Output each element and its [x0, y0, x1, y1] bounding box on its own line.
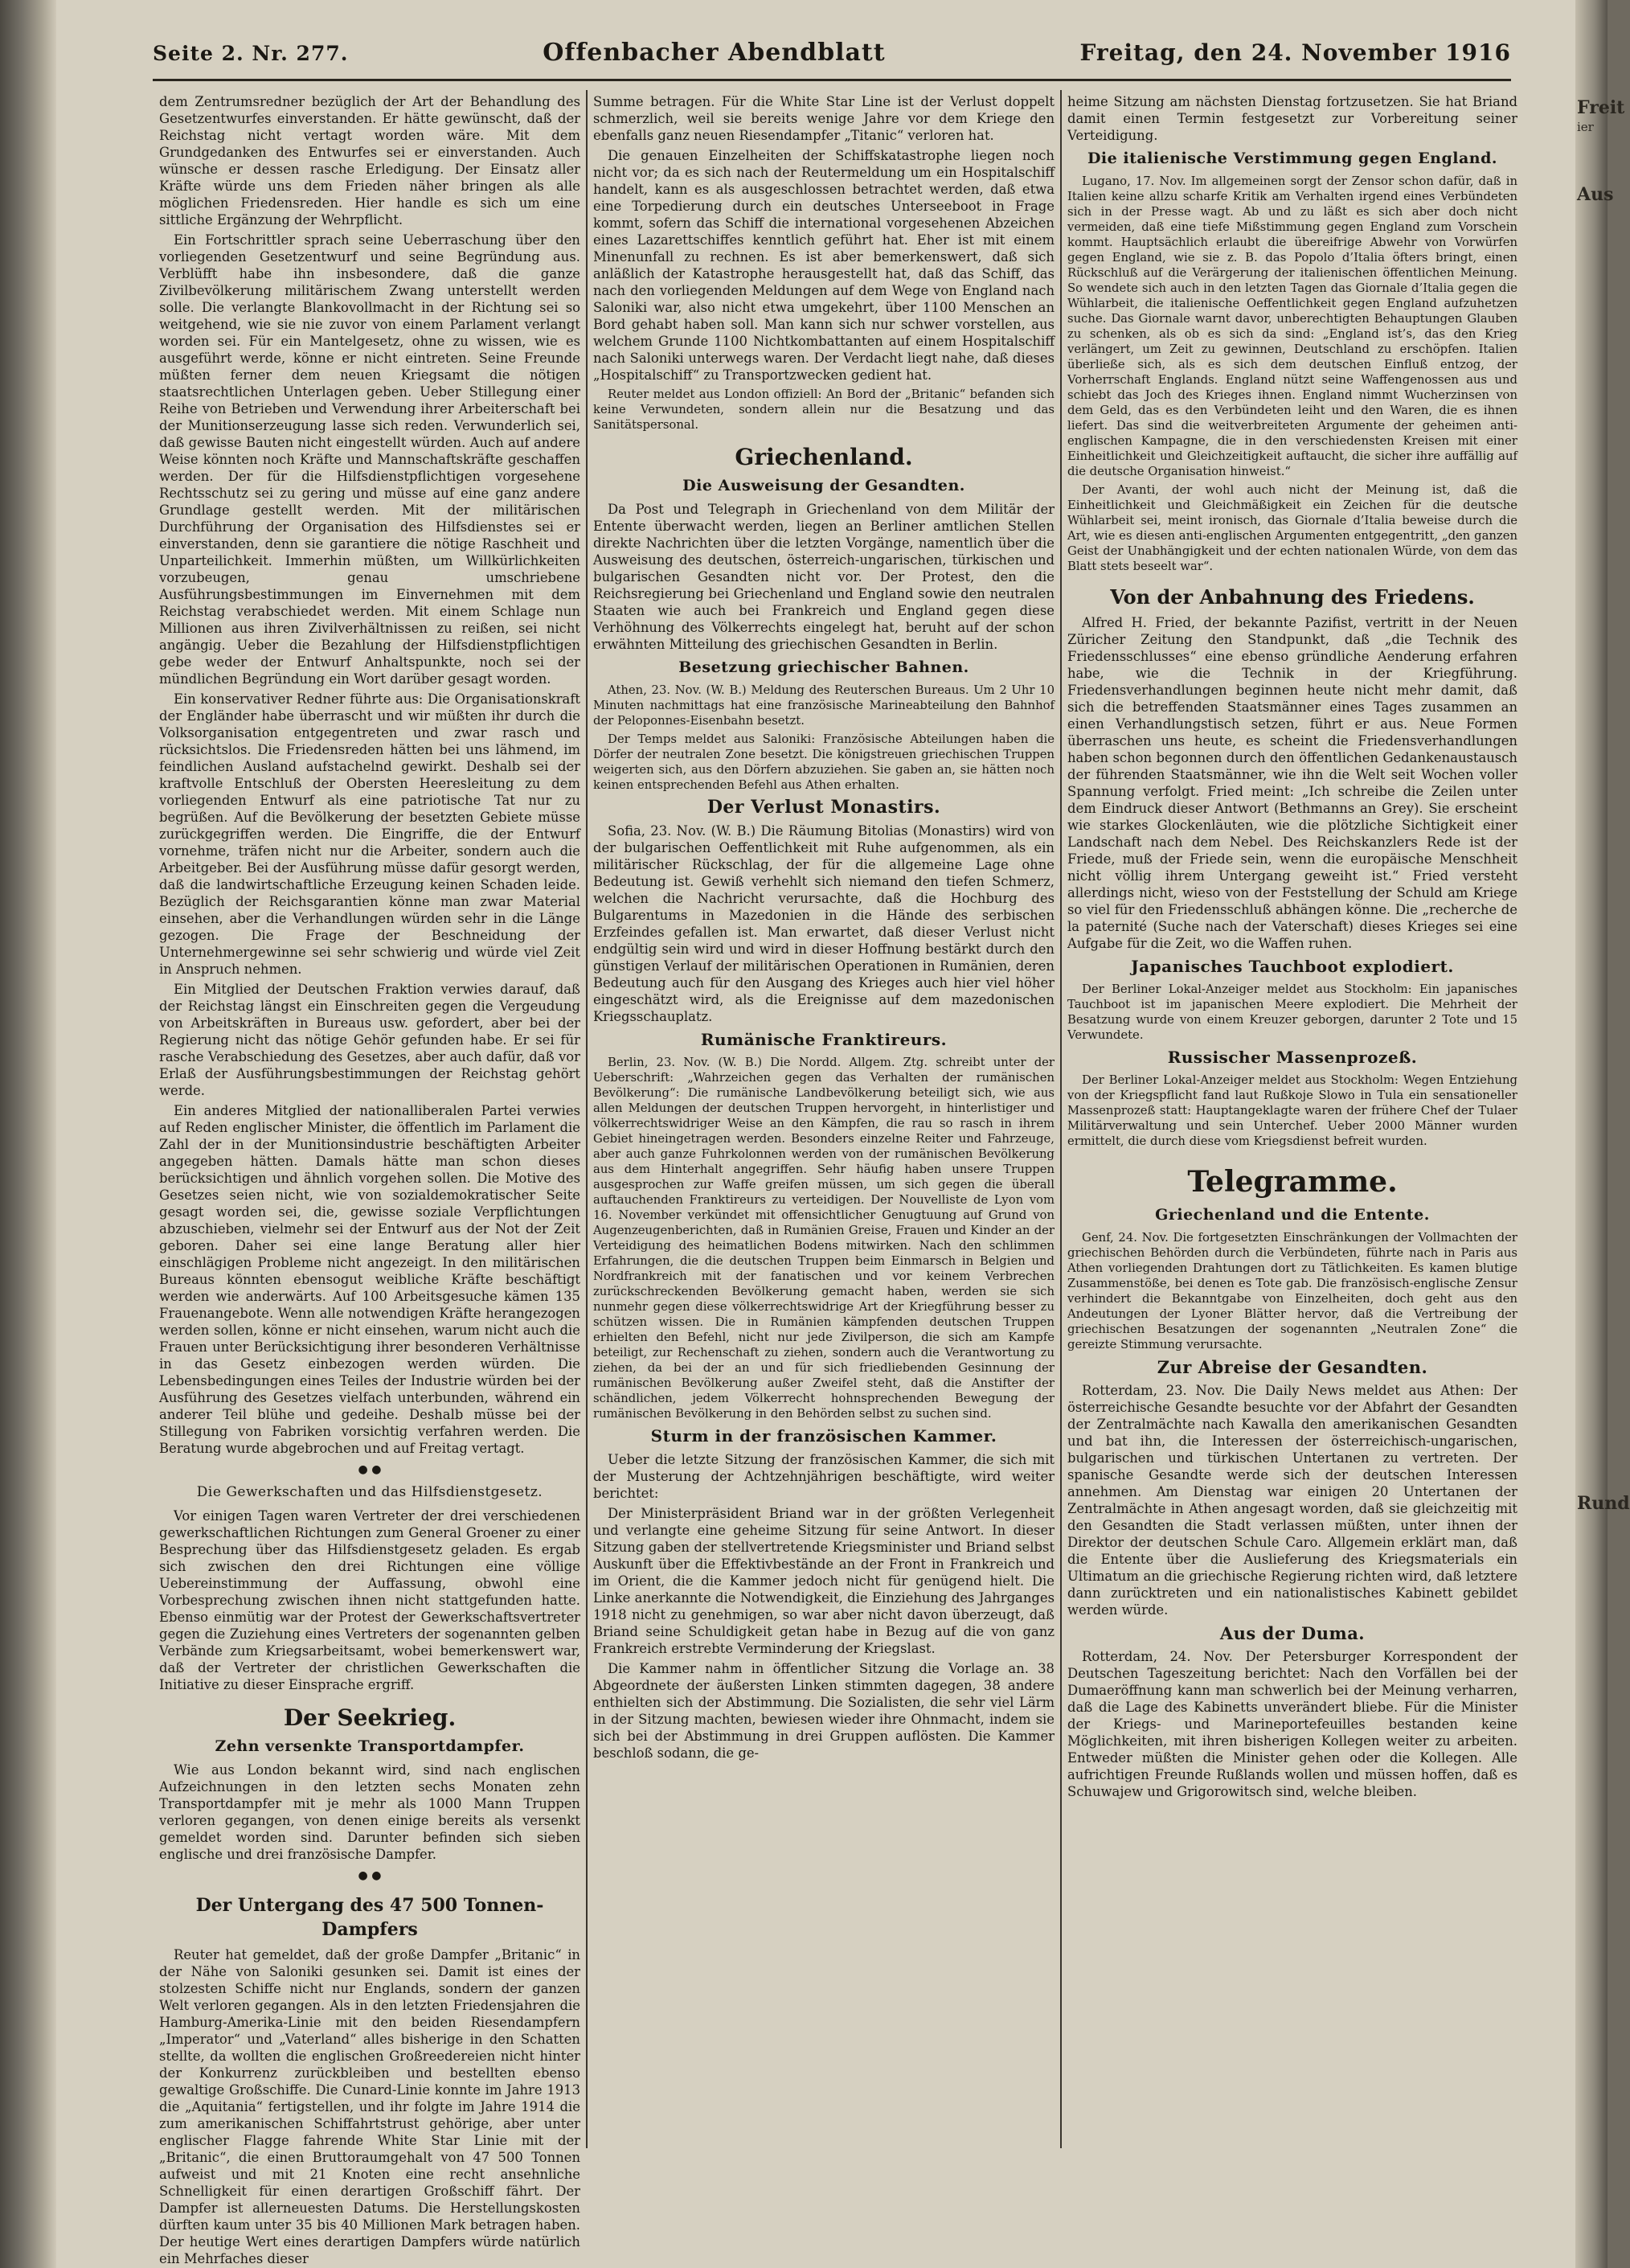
article-paragraph: Ein Fortschrittler sprach seine Ueberraschung über den vorliegenden Gesetzentwurf und seine Begründung aus. Verblüfft habe ihn insbesondere, daß die ganze Zivilbevölkerung militärischem Zwang unterstellt werden solle. Die verlangte Blankovollmacht in der Richtung sei so weitgehend, wie sie nie zuvor von einem Parlament verlangt worden sei. Für ein Mantelgesetz, ohne zu wissen, wie es ausgeführt werde, könne er nicht eintreten. Seine Freunde müßten ferner dem neuen Kriegsamt die nötigen staatsrechtlichen Unterlagen geben. Ueber Stillegung einer Reihe von Betrieben und Verwendung ihrer Arbeiterschaft bei der Munitionserzeugung lasse sich reden. Verwunderlich sei, daß gewisse Bauten nicht eingestellt würden. Auch auf andere Weise könnten noch Kräfte und Mannschaftskräfte geschaffen werden. Der für die Hilfsdienstpflichtigen vorgesehene Rechtsschutz sei zu gering und müsse auf eine ganz andere Grundlage gestellt werden. Mit der militärischen Durchführung der Organisation des Hilfsdienstes sei er einverstanden, denn sie garantiere die nötige Raschheit und Unparteilichkeit. Immerhin müßten, um Willkürlichkeiten vorzubeugen, genau umschriebene Ausführungsbestimmungen im Einvernehmen mit dem Reichstag verabschiedet werden. Mit einem Schlage nun Millionen aus ihren Zivilverhältnissen zu reißen, sei nicht angängig. Ueber die Bezahlung der Hilfsdienstpflichtigen gebe weder der Entwurf Anhaltspunkte, noch sei der mündlichen Begründung ein Wort darüber gesagt worden. [159, 232, 580, 687]
article-paragraph: Ein anderes Mitglied der nationalliberalen Partei verwies auf Reden englischer Minister, die öffentlich im Parlament die Zahl der in der Munitionsindustrie beschäftigten Arbeiter angegeben hätten. Damals hätte man schon dieses berücksichtigen und ähnlich vorgehen sollen. Die Motive des Gesetzes seien nicht, wie von sozialdemokratischer Seite gesagt worden sei, die, gewisse soziale Verpflichtungen abzuschieben, vielmehr sei der Entwurf aus der Not der Zeit geboren. Daher sei eine lange Beratung aller hier einschlägigen Probleme nicht angezeigt. In den militärischen Bureaus könnten ebensogut weibliche Kräfte beschäftigt werden wie anderwärts. Auf 100 Arbeitsgesuche kämen 135 Frauenangebote. Wenn alle notwendigen Kräfte herangezogen werden sollen, könne er nicht einsehen, warum nicht auch die Frauen unter Berücksichtigung ihrer besonderen Verhältnisse in das Gesetz einbezogen werden würden. Die Lebensbedingungen eines Teiles der Industrie würden bei der Ausführung des Gesetzes vielfach unterbunden, während ein anderer Teil blühe und gedeihe. Deshalb müsse bei der Stillegung von Fabriken vorsichtig verfahren werden. Die Beratung wurde abgebrochen und auf Freitag vertagt. [159, 1103, 580, 1456]
section-divider: ● ● [358, 1869, 382, 1882]
section-headline: Telegramme. [1187, 1165, 1398, 1199]
article-paragraph: Rotterdam, 24. Nov. Der Petersburger Korrespondent der Deutschen Tageszeitung berichtet: Nach den Vorfällen bei der Dumaeröffnung kann man schwerlich bei der Meinung verharren, daß die Lage des Kabinetts unverändert bliebe. Für die Minister der Kriegs- und Marineportefeuilles bestanden keine Möglichkeiten, mit ihren bisherigen Kollegen weiter zu arbeiten. Entweder müßten die Minister gehen oder die Kollegen. Alle aufrichtigen Freunde Rußlands wollen und müssen hoffen, daß es Schuwajew und Grigorowitsch sind, welche bleiben. [1067, 1649, 1517, 1799]
article-paragraph: Reuter hat gemeldet, daß der große Dampfer „Britanic“ in der Nähe von Saloniki gesunken sei. Damit ist eines der stolzesten Schiffe nicht nur Englands, sondern der ganzen Welt verloren gegangen. Als in den letzten Friedensjahren die Hamburg-Amerika-Linie mit den beiden Riesendampfern „Imperator“ und „Vaterland“ alles bisherige in den Schatten stellte, da wollten die englischen Großreedereien nicht hinter der Konkurrenz zurückbleiben und bestellten ebenso gewaltige Großschiffe. Die Cunard-Linie konnte im Jahre 1913 die „Aquitania“ fertigstellen, und ihr folgte im Jahre 1914 die zum amerikanischen Schiffahrtstrust gehörige, aber unter englischer Flagge fahrende White Star Linie mit der „Britanic“, die einen Bruttoraumgehalt von 47 500 Tonnen aufweist und mit 21 Knoten eine recht ansehnliche Schnelligkeit für einen derartigen Großschiff fährt. Der Dampfer ist allerneuesten Datums. Die Herstellungskosten dürften kaum unter 35 bis 40 Millionen Mark betragen haben. Der heutige Wert eines derartigen Dampfers würde natürlich ein Mehrfaches dieser [159, 1947, 580, 2266]
section-subheading: Die Gewerkschaften und das Hilfsdienstgesetz. [196, 1484, 543, 1500]
issue-date: Freitag, den 24. November 1916 [1079, 39, 1511, 66]
page-number: Seite 2. Nr. 277. [153, 42, 349, 65]
article-paragraph: Vor einigen Tagen waren Vertreter der drei verschiedenen gewerkschaftlichen Richtungen zum General Groener zu einer Besprechung über das Hilfsdienstgesetz geladen. Es ergab sich zwischen den drei Richtungen eine völlige Uebereinstimmung der Auffassung, obwohl eine Vorbesprechung zwischen ihnen nicht stattgefunden hatte. Ebenso einmütig war der Protest der Gewerkschaftsvertreter gegen die Zuziehung eines Vertreters der sogenannten gelben Verbände zum Kriegsarbeitsamt, wobei bemerkenswert war, daß der Vertreter der christlichen Gewerkschaften die Initiative zu dieser Einsprache ergriff. [159, 1508, 580, 1692]
page-header [153, 39, 1511, 81]
column-3 [1067, 93, 1517, 2184]
column-2 [593, 93, 1055, 2184]
article-paragraph: Da Post und Telegraph in Griechenland von dem Militär der Entente überwacht werden, liegen an Berliner amtlichen Stellen direkte Nachrichten über die letzten Vorgänge, namentlich über die Ausweisung des deutschen, österreich-ungarischen, türkischen und bulgarischen Gesandten nicht vor. Der Protest, den die Reichsregierung bei Griechenland und England sowie den neutralen Staaten wie auch bei Frankreich und England gegen diese Verhöhnung des Völkerrechts eingelegt hat, beruht auf der schon erwähnten Mitteilung des griechischen Gesandten in Berlin. [593, 502, 1055, 652]
article-paragraph: Lugano, 17. Nov. Im allgemeinen sorgt der Zensor schon dafür, daß in Italien keine allzu scharfe Kritik am Verhalten irgend eines Verbündeten sich in der Presse wagt. Ab und zu läßt es sich aber doch nicht vermeiden, daß eine tiefe Mißstimmung gegen England zum Vorschein kommt. Hauptsächlich erlaubt die übereifrige Abwehr von Vorwürfen gegen England, wie sie z. B. das Popolo d’Italia öfters bringt, einen Rückschluß auf die Verärgerung der italienischen öffentlichen Meinung. So wendete sich auch in den letzten Tagen das Giornale d’Italia gegen die Wühlarbeit, die italienische Oeffentlichkeit gegen England aufzuhetzen suche. Das Giornale warnt davor, unberechtigten Behauptungen Glauben zu schenken, als ob es sich da sind: „England ist’s, das den Krieg verlängert, um Zeit zu gewinnen, Deutschland zu erschöpfen. Italien überließe sich, als es sich dem deutschen Einfluß entzog, der Vorherrschaft Englands. England nützt seine Waffengenossen aus und schiebt das Joch des Krieges ihnen. England nimmt Wucherzinsen von dem Geld, das es den Verbündeten leiht und den Waren, die es ihnen liefert. Das sind die weitverbreiteten Argumente der geheimen anti-englischen Kampagne, die in den verschiedensten Kreisen mit einer Einheitlichkeit und Gleichzeitigkeit auftaucht, die sicher ihre auffällig auf die deutsche Organisation hinweist.“ [1067, 174, 1517, 478]
article-paragraph: Ueber die letzte Sitzung der französischen Kammer, die sich mit der Musterung der Achtzehnjährigen beschäftigte, wird weiter berichtet: [593, 1452, 1055, 1501]
section-subheading: Rumänische Franktireurs. [700, 1030, 948, 1049]
stub-text: Aus [1577, 184, 1614, 205]
article-paragraph: Reuter meldet aus London offiziell: An Bord der „Britanic“ befanden sich keine Verwundeten, sondern allein nur die Besatzung und das Sanitätspersonal. [593, 388, 1055, 432]
article-paragraph: Genf, 24. Nov. Die fortgesetzten Einschränkungen der Vollmachten der griechischen Behörden durch die Verbündeten, führte nach in Paris aus Athen vorliegenden Drahtungen dort zu Tätlichkeiten. Es kamen blutige Zusammenstöße, bei denen es Tote gab. Die französisch-englische Zensur verhindert die Bekanntgabe von Einzelheiten, doch geht aus den Andeutungen der Lyoner Blätter hervor, daß die Vertreibung der griechischen Besatzungen der sogenannten „Neutralen Zone“ die gereizte Stimmung verursachte. [1067, 1231, 1517, 1351]
article-paragraph: Der Berliner Lokal-Anzeiger meldet aus Stockholm: Wegen Entziehung von der Kriegspflicht fand laut Rußkoje Slowo in Tula ein sensationeller Massenprozeß statt: Hauptangeklagte waren der frühere Chef der Tulaer Militärverwaltung und sein Unterchef. Ueber 2000 Männer wurden ermittelt, die durch diese vom Kriegsdienst befreit wurden. [1067, 1073, 1517, 1148]
section-subheading: Besetzung griechischer Bahnen. [678, 658, 969, 676]
article-paragraph: heime Sitzung am nächsten Dienstag fortzusetzen. Sie hat Briand damit einen Termin festgesetzt zur Vorbereitung seiner Verteidigung. [1067, 94, 1517, 143]
section-subheading: Sturm in der französischen Kammer. [650, 1426, 997, 1446]
stub-text: Rund [1577, 1493, 1630, 1514]
article-paragraph: Der Ministerpräsident Briand war in der größten Verlegenheit und verlangte eine geheime Sitzung für seine Antwort. In dieser Sitzung gaben der stellvertretende Kriegsminister und Briand selbst Auskunft über die Effektivbestände an der Front in Frankreich und im Orient, die die Kammer jedoch nicht für genügend hielt. Die Linke anerkannte die Notwendigkeit, die Einziehung des Jahrganges 1918 nicht zu genehmigen, so war aber nicht davon überzeugt, daß Briand seine Schuldigkeit getan habe in Bezug auf die von ganz Frankreich erstrebte Verminderung der Kriegslast. [593, 1506, 1055, 1656]
section-subheading: Aus der Duma. [1219, 1623, 1366, 1643]
section-headline: Der Untergang des 47 500 Tonnen-Dampfers [195, 1895, 544, 1940]
masthead-title: Offenbacher Abendblatt [543, 39, 886, 67]
article-paragraph: Der Avanti, der wohl auch nicht der Meinung ist, daß die Einheitlichkeit und Gleichmäßigkeit ein Zeichen für die deutsche Wühlarbeit sei, meint ironisch, das Giornale d’Italia beweise durch die Art, wie es diesen anti-englischen Argumenten entgegentritt, „den ganzen Geist der Unabhängigkeit und der echten nationalen Würde, von dem das Blatt stets beseelt war“. [1067, 483, 1517, 573]
article-paragraph: Sofia, 23. Nov. (W. B.) Die Räumung Bitolias (Monastirs) wird von der bulgarischen Oeffentlichkeit mit Ruhe aufgenommen, als ein militärischer Rückschlag, der für die allgemeine Lage ohne Bedeutung ist. Gewiß verhehlt sich niemand den tiefen Schmerz, welchen die Nachricht verursachte, daß die Hochburg des Bulgarentums in Mazedonien in die Hände des serbischen Erzfeindes gefallen ist. Man erwartet, daß dieser Verlust nicht endgültig sein wird und wird in dieser Hoffnung bestärkt durch den günstigen Verlauf der militärischen Operationen in Rumänien, deren Bedeutung auch für den Ausgang des Krieges auch hier viel höher eingeschätzt wird, als die Ereignisse auf dem mazedonischen Kriegsschauplatz. [593, 823, 1055, 1024]
column-1 [159, 93, 580, 2266]
article-paragraph: Wie aus London bekannt wird, sind nach englischen Aufzeichnungen in den letzten sechs Monaten zehn Transportdampfer mit je mehr als 1000 Mann Truppen verloren gegangen, von denen einige bereits als versenkt gemeldet worden sind. Darunter befinden sich sieben englische und drei französische Dampfer. [159, 1762, 580, 1862]
stub-text: Freit [1577, 97, 1625, 118]
article-paragraph: Die Kammer nahm in öffentlicher Sitzung die Vorlage an. 38 Abgeordnete der äußersten Linken stimmten dagegen, 38 andere enthielten sich der Abstimmung. Die Sozialisten, die sehr viel Lärm in der Sitzung machten, bewiesen wieder ihre Ohnmacht, indem sie sich bei der Abstimmung in drei Gruppen auflösten. Die Kammer beschloß sodann, die ge- [593, 1661, 1055, 1761]
section-headline: Der Seekrieg. [283, 1704, 457, 1731]
article-paragraph: dem Zentrumsredner bezüglich der Art der Behandlung des Gesetzentwurfes einverstanden. Er hätte gewünscht, daß der Reichstag nicht vertagt worden wäre. Mit dem Grundgedanken des Entwurfes sei er einverstanden. Auch wünsche er dessen rasche Erledigung. Der Einsatz aller Kräfte würde uns dem Frieden näher bringen als alle möglichen Friedensreden. Hier handle es sich um eine sittliche Ergänzung der Wehrpflicht. [159, 94, 580, 228]
article-paragraph: Ein konservativer Redner führte aus: Die Organisationskraft der Engländer habe überrascht und wir müßten ihr durch die Volksorganisation entgegentreten und zwar rasch und rücksichtslos. Die Friedensreden hätten bei uns lähmend, im feindlichen Ausland aufstachelnd gewirkt. Deshalb sei der kraftvolle Entschluß der Obersten Heeresleitung zu dem vorliegenden Entwurf als eine patriotische Tat nur zu begrüßen. Auf die Bevölkerung der besetzten Gebiete müsse zurückgegriffen werden. Die Eingriffe, die der Entwurf vornehme, träfen nicht nur die Arbeiter, sondern auch die Arbeitgeber. Bei der Ausführung müsse dafür gesorgt werden, daß die landwirtschaftliche Erzeugung keinen Schaden leide. Bezüglich der Reichsgarantien könne man zwar Material einsehen, aber die Verhandlungen würden sehr in die Länge gezogen. Die Frage der Beschneidung der Unternehmergewinne sei sehr schwierig und würde viel Zeit in Anspruch nehmen. [159, 691, 580, 977]
article-paragraph: Der Berliner Lokal-Anzeiger meldet aus Stockholm: Ein japanisches Tauchboot ist im japanischen Meere explodiert. Die Mehrheit der Besatzung wurde von einem Kreuzer geborgen, darunter 2 Tote und 15 Verwundete. [1067, 982, 1517, 1042]
section-headline: Griechenland. [735, 444, 913, 470]
article-paragraph: Ein Mitglied der Deutschen Fraktion verwies darauf, daß der Reichstag längst ein Einschreiten gegen die Vergeudung von Arbeitskräften in Bureaus usw. gefordert, aber bei der Regierung nicht das nötige Gehör gefunden habe. Er sei für rasche Verabschiedung des Gesetzes, aber auch dafür, daß vor Erlaß der Ausführungsbestimmungen der Reichstag gehört werde. [159, 982, 580, 1098]
section-subheading: Russischer Massenprozeß. [1167, 1048, 1418, 1067]
section-subheading: Die italienische Verstimmung gegen England. [1087, 150, 1498, 167]
article-paragraph: Summe betragen. Für die White Star Line ist der Verlust doppelt schmerzlich, weil sie bereits wenige Jahre vor dem Kriege den ebenfalls ganz neuen Riesendampfer „Titanic“ verloren hat. [593, 94, 1055, 143]
article-paragraph: Berlin, 23. Nov. (W. B.) Die Nordd. Allgem. Ztg. schreibt unter der Ueberschrift: „Wahrzeichen gegen das Verhalten der rumänischen Bevölkerung“: Die rumänische Landbevölkerung beteiligt sich, wie aus allen Meldungen der deutschen Truppen hervorgeht, in hinterlistiger und völkerrechtswidriger Weise an den Kämpfen, die rau so rasch in ihrem Gebiet hineingetragen werden. Besonders einzelne Reiter und Fahrzeuge, aber auch ganze Fuhrkolonnen werden von der rumänischen Bevölkerung aus dem Hinterhalt angegriffen. Sehr häufig haben unsere Truppen ausgesprochen zur Waffe greifen müssen, um sich gegen die überall auftauchenden Franktireurs zu verteidigen. Der Nouvelliste de Lyon vom 16. November verkündet mit offensichtlicher Genugtuung auf Grund von Augenzeugenberichten, daß in Rumänien Greise, Frauen und Kinder an der Verteidigung des heimatlichen Bodens mitwirken. Nach den schlimmen Erfahrungen, die die deutschen Truppen beim Einmarsch in Belgien und Nordfrankreich mit der fanatischen und vor keinem Verbrechen zurückschreckenden Bevölkerung gemacht haben, werden sie sich nunmehr gegen diese völkerrechtswidrige Art der Kriegführung besser zu schützen wissen. Die in Rumänien kämpfenden deutschen Truppen erhielten den Befehl, nicht nur jede Zivilperson, die sich am Kampfe beteiligt, zur Rechenschaft zu ziehen, sondern auch die Verantwortung zu ziehen, da bei der an und für sich friedliebenden Gesinnung der rumänischen Bevölkerung außer Zweifel steht, daß die Anstifter der schändlichen, jedem Völkerrecht hohnsprechenden Bewegung der rumänischen Bevölkerung in den Behörden selbst zu suchen sind. [593, 1056, 1055, 1421]
article-paragraph: Der Temps meldet aus Saloniki: Französische Abteilungen haben die Dörfer der neutralen Zone besetzt. Die königstreuen griechischen Truppen weigerten sich, aus den Dörfern abzuziehen. Sie gaben an, sie hätten noch keinen entsprechenden Befehl aus Athen erhalten. [593, 732, 1055, 792]
section-subheading: Griechenland und die Entente. [1155, 1206, 1430, 1224]
section-divider: ● ● [358, 1463, 382, 1476]
page-binding-shadow [0, 0, 56, 2268]
adjacent-page-stub [1577, 96, 1630, 1865]
section-subheading: Zur Abreise der Gesandten. [1157, 1357, 1428, 1377]
section-subheading: Der Verlust Monastirs. [706, 797, 941, 818]
article-paragraph: Die genauen Einzelheiten der Schiffskatastrophe liegen noch nicht vor; da es sich nach der Reutermeldung um ein Hospitalschiff handelt, kann es als ausgeschlossen betrachtet werden, daß etwa eine Torpedierung durch ein deutsches Unterseeboot in Frage kommt, sofern das Schiff die international vorgesehenen Abzeichen eines Lazarettschiffes kenntlich geführt hat. Eher ist mit einem Minenunfall zu rechnen. Es ist aber bemerkenswert, daß sich anläßlich der Katastrophe herausgestellt hat, daß das Schiff, das nach den vorliegenden Meldungen auf dem Wege von England nach Saloniki war, also nicht etwa umgekehrt, über 1100 Menschen an Bord gehabt haben soll. Man kann sich nur schwer vorstellen, aus welchem Grunde 1100 Nichtkombattanten auf einem Hospitalschiff nach Saloniki unterwegs waren. Der Verdacht liegt nahe, daß dieses „Hospitalschiff“ zu Transportzwecken gedient hat. [593, 148, 1055, 383]
stub-text: ier [1577, 120, 1594, 134]
column-rule [586, 90, 588, 2148]
section-subheading: Japanisches Tauchboot explodiert. [1131, 957, 1454, 976]
article-paragraph: Alfred H. Fried, der bekannte Pazifist, vertritt in der Neuen Züricher Zeitung den Standpunkt, daß „die Technik des Friedensschlusses“ eine ebenso gründliche Aenderung erfahren habe, wie die Technik in der Kriegführung. Friedensverhandlungen beginnen heute nicht mehr damit, daß sich die betreffenden Staatsmänner eines Tages zusammen an einen Verhandlungstisch setzen, führt er aus. Neue Formen überraschen uns heute, es scheint die Friedensverhandlungen haben schon begonnen durch den öffentlichen Gedankenaustausch der führenden Staatsmänner, wie ihn die Welt seit Wochen voller Spannung verfolgt. Fried meint: „Ich schreibe die Zeilen unter dem Eindruck dieser Antwort (Bethmanns an Grey). Sie erscheint wie starkes Glockenläuten, wie die plötzliche Sichtigkeit einer Landschaft nach dem Nebel. Des Reichskanzlers Rede ist der Friede, muß der Friede sein, wenn die europäische Menschheit nicht völlig ihrem Untergang geweiht ist.“ Fried versteht allerdings nicht, wieso von der Feststellung der Schuld am Kriege so viel für den Friedensschluß abhängen könne. Die „recherche de la paternité (Suche nach der Vaterschaft) dieses Krieges sei eine Aufgabe für die Zeit, wo die Waffen ruhen. [1067, 615, 1517, 951]
section-headline: Von der Anbahnung des Friedens. [1110, 585, 1475, 609]
article-paragraph: Rotterdam, 23. Nov. Die Daily News meldet aus Athen: Der österreichische Gesandte besuchte vor der Abfahrt der Gesandten der Zentralmächte nach Kawalla den amerikanischen Gesandten und bat ihn, die Interessen der österreichisch-ungarischen, bulgarischen und türkischen Untertanen zu vertreten. Der spanische Gesandte werde sich der deutschen Interessen annehmen. Am Dienstag war einigen 20 Untertanen der Zentralmächte in Athen angesagt worden, daß sie gleichzeitig mit den Gesandten die Stadt verlassen müßten, unter ihnen der Direktor der deutschen Schule Caro. Allgemein erklärt man, daß die Entente über die Auslieferung des Kriegsmaterials ein Ultimatum an die griechische Regierung richten wird, daß letztere dann zurücktreten und ein nationalistisches Kabinett gebildet werden würde. [1067, 1383, 1517, 1618]
section-subheading: Zehn versenkte Transportdampfer. [215, 1737, 525, 1755]
article-paragraph: Athen, 23. Nov. (W. B.) Meldung des Reuterschen Bureaus. Um 2 Uhr 10 Minuten nachmittags hat eine französische Marineabteilung den Bahnhof der Peloponnes-Eisenbahn besetzt. [593, 683, 1055, 728]
column-rule [1060, 90, 1062, 2148]
section-subheading: Die Ausweisung der Gesandten. [682, 477, 965, 494]
